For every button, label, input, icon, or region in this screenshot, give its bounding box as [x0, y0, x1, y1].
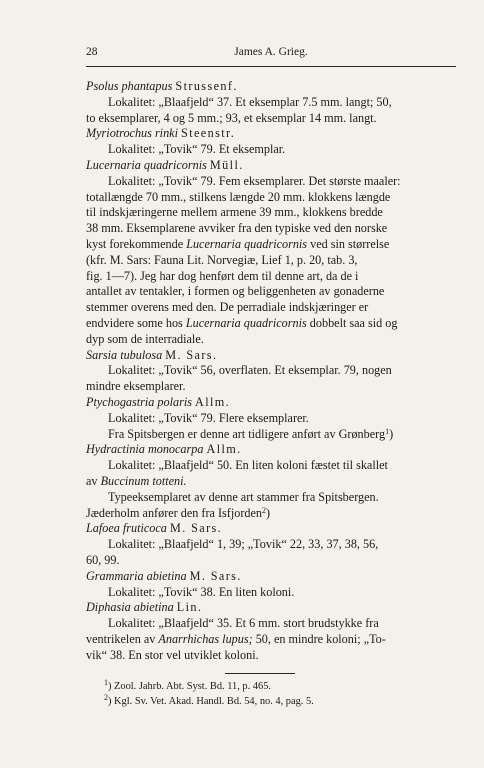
footnote-ref: 1: [385, 426, 390, 436]
running-title: James A. Grieg.: [234, 46, 308, 58]
line-text: Lokalitet: „Tovik“ 56, overflaten. Et eksemplar. 79, nogen: [108, 363, 392, 378]
text-line: [86, 174, 456, 190]
text-line: [86, 284, 456, 300]
text-line: [86, 474, 456, 490]
text-line: [86, 379, 456, 395]
line-text: endvidere some hos: [86, 315, 186, 330]
species-heading: [86, 79, 456, 95]
text-line: [86, 205, 456, 221]
species-author: Steenstr.: [181, 126, 236, 141]
line-text: Lokalitet: „Blaafjeld“ 1, 39; „Tovik“ 22, 33, 37, 38, 56,: [108, 537, 379, 552]
text-line: [86, 427, 456, 443]
species-author: Allm.: [195, 394, 231, 409]
species-name: Sarsia tubulosa: [86, 347, 163, 362]
line-text: av: [86, 473, 101, 488]
species-author: M. Sars.: [189, 568, 242, 583]
line-text: antallet av tentakler, i formen og beliggenheten av gonaderne: [86, 284, 385, 299]
line-text: fig. 1—7). Jeg har dog henført dem til denne art, da de i: [86, 268, 359, 283]
text-line: [86, 363, 456, 379]
line-text: ved sin størrelse: [307, 236, 390, 251]
footnote: [104, 694, 444, 709]
text-line: [86, 616, 456, 632]
species-heading: [86, 600, 456, 616]
text-line: [86, 632, 456, 648]
species-author: Müll.: [209, 157, 244, 172]
line-text: Lokalitet: „Blaafjeld“ 37. Et eksemplar 7.5 mm. langt; 50,: [108, 94, 392, 109]
species-name: Ptychogastria polaris: [86, 394, 192, 409]
species-name: Lafoea fruticoca: [86, 521, 167, 536]
species-heading: [86, 126, 456, 142]
line-text: Fra Spitsbergen er denne art tidligere anført av Grønberg: [108, 426, 386, 441]
text-line: [86, 253, 456, 269]
species-author: M. Sars.: [165, 347, 218, 362]
species-name: Diphasia abietina: [86, 600, 174, 615]
page-header: [86, 46, 456, 62]
footnote-text: ) Zool. Jahrb. Abt. Syst. Bd. 11, p. 465.: [108, 681, 271, 692]
line-text: Lokalitet: „Tovik“ 38. En liten koloni.: [108, 584, 295, 599]
species-heading: [86, 395, 456, 411]
line-text: ): [389, 426, 394, 441]
italic-taxon: Lucernaria quadricornis: [185, 315, 307, 330]
text-line: [86, 537, 456, 553]
species-heading: [86, 442, 456, 458]
line-text: dobbelt saa sid og: [306, 315, 398, 330]
text-line: [86, 458, 456, 474]
species-heading: [86, 569, 456, 585]
line-text: 60, 99.: [86, 552, 120, 567]
line-text: dyp som de interradiale.: [86, 331, 204, 346]
line-text: 38 mm. Eksemplarene avviker fra den typiske ved den norske: [86, 221, 388, 236]
text-line: [86, 111, 456, 127]
text-line: [86, 553, 456, 569]
footnotes: [104, 679, 444, 709]
species-heading: [86, 158, 456, 174]
line-text: vik“ 38. En stor vel utviklet koloni.: [86, 647, 259, 662]
footnote-text: ) Kgl. Sv. Vet. Akad. Handl. Bd. 54, no. 4, pag. 5.: [108, 696, 314, 707]
page-body: [86, 79, 456, 663]
line-text: ventrikelen av: [86, 631, 159, 646]
species-author: Strussenf.: [175, 79, 238, 93]
text-line: [86, 221, 456, 237]
species-name: Hydractinia monocarpa: [86, 442, 204, 457]
species-heading: [86, 521, 456, 537]
line-text: til indskjæringerne mellem armene 39 mm., klokkens bredde: [86, 205, 383, 220]
line-text: Lokalitet: „Tovik“ 79. Et eksemplar.: [108, 142, 286, 157]
line-text: 50, en mindre koloni; „To-: [252, 631, 386, 646]
species-author: Lin.: [176, 600, 203, 615]
footnote-rule: [225, 673, 295, 674]
line-text: Lokalitet: „Blaafjeld“ 50. En liten koloni fæstet til skallet: [108, 458, 388, 473]
text-line: [86, 316, 456, 332]
line-text: totallængde 70 mm., stilkens længde 20 mm. klokkens længde: [86, 189, 391, 204]
text-line: [86, 490, 456, 506]
text-line: [86, 648, 456, 664]
line-text: stemmer overens med den. De perradiale indskjæringer er: [86, 300, 369, 315]
text-line: [86, 269, 456, 285]
line-text: mindre eksemplarer.: [86, 379, 186, 394]
text-line: [86, 95, 456, 111]
text-line: [86, 300, 456, 316]
line-text: Lokalitet: „Tovik“ 79. Flere eksemplarer.: [108, 410, 309, 425]
line-text: (kfr. M. Sars: Fauna Lit. Norvegiæ, Lief 1, p. 20, tab. 3,: [86, 252, 358, 267]
footnote-mark: 2: [104, 693, 108, 702]
text-line: [86, 411, 456, 427]
italic-taxon: Buccinum totteni.: [100, 473, 187, 488]
species-heading: [86, 348, 456, 364]
italic-taxon: Anarrhichas lupus;: [158, 631, 253, 646]
footnote-ref: 2: [261, 505, 266, 515]
footnote-mark: 1: [104, 678, 108, 687]
species-name: Myriotrochus rinki: [86, 126, 178, 141]
text-line: [86, 142, 456, 158]
page-number: 28: [86, 46, 98, 58]
line-text: Lokalitet: „Blaafjeld“ 35. Et 6 mm. stort brudstykke fra: [108, 616, 379, 631]
line-text: to eksemplarer, 4 og 5 mm.; 93, et eksemplar 14 mm. langt.: [86, 110, 377, 125]
line-text: Jæderholm anfører den fra Isfjorden: [86, 505, 262, 520]
line-text: ): [265, 505, 271, 520]
header-rule: [86, 66, 456, 67]
text-line: [86, 506, 456, 522]
line-text: kyst forekommende: [86, 236, 187, 251]
text-line: [86, 237, 456, 253]
species-author: Allm.: [206, 442, 242, 457]
text-line: [86, 190, 456, 206]
line-text: Typeeksemplaret av denne art stammer fra Spitsbergen.: [108, 489, 379, 504]
italic-taxon: Lucernaria quadricornis: [186, 236, 308, 251]
footnote: [104, 679, 444, 694]
text-line: [86, 332, 456, 348]
species-author: M. Sars.: [169, 521, 223, 536]
line-text: Lokalitet: „Tovik“ 79. Fem eksemplarer. Det største maaler:: [108, 173, 401, 188]
species-name: Lucernaria quadricornis: [86, 157, 207, 172]
species-name: Grammaria abietina: [86, 568, 187, 583]
text-line: [86, 585, 456, 601]
species-name: Psolus phantapus: [86, 79, 173, 93]
